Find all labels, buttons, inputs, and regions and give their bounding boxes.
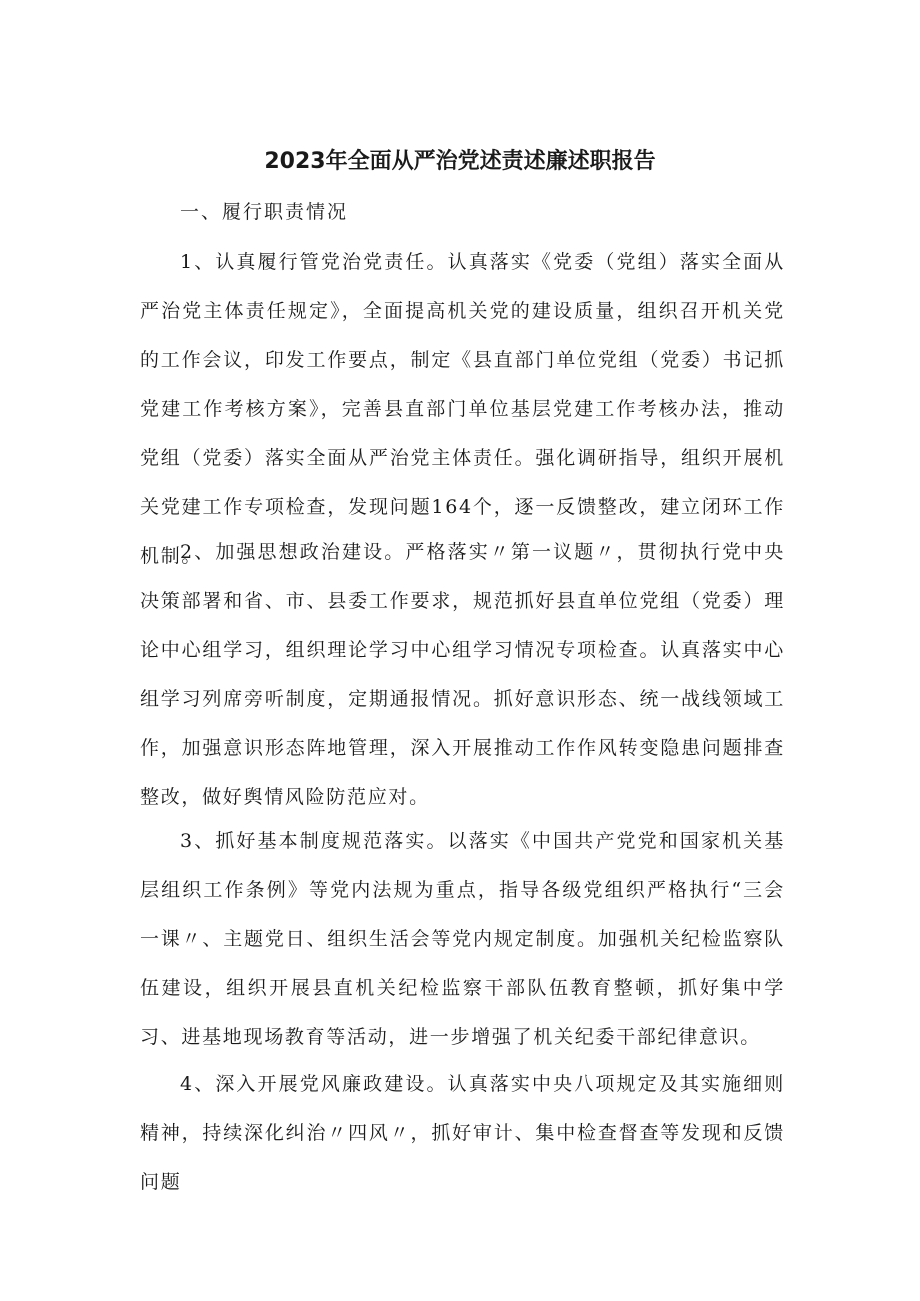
paragraph-4: 4、深入开展党风廉政建设。认真落实中央八项规定及其实施细则精神，持续深化纠治〃四风〃，抓好审计、集中检查督查等发现和反馈问题: [140, 1073, 785, 1193]
document-title: 2023年全面从严治党述责述廉述职报告: [264, 149, 656, 174]
section-heading: 一、履行职责情况: [180, 201, 349, 223]
paragraph-3: 3、抓好基本制度规范落实。以落实《中国共产党党和国家机关基层组织工作条例》等党内法规为重点，指导各级党组织严格执行“三会一课〃、主题党日、组织生活会等党内规定制度。加强机关纪检监察队伍建设，组织开展县直机关纪检监察干部队伍教育整顿，抓好集中学习、进基地现场教育等活动，进一步增强了机关纪委干部纪律意识。: [140, 830, 785, 1048]
paragraph-2: 2、加强思想政治建设。严格落实〃第一议题〃，贯彻执行党中央决策部署和省、市、县委工作要求，规范抓好县直单位党组（党委）理论中心组学习，组织理论学习中心组学习情况专项检查。认真落实中心组学习列席旁听制度，定期通报情况。抓好意识形态、统一战线领域工作，加强意识形态阵地管理，深入开展推动工作作风转变隐患问题排查整改，做好舆情风险防范应对。: [140, 541, 785, 808]
paragraph-1: 1、认真履行管党治党责任。认真落实《党委（党组）落实全面从严治党主体责任规定》，全面提高机关党的建设质量，组织召开机关党的工作会议，印发工作要点，制定《县直部门单位党组（党委）书记抓党建工作考核方案》，完善县直部门单位基层党建工作考核办法，推动党组（党委）落实全面从严治党主体责任。强化调研指导，组织开展机关党建工作专项检查，发现问题164个，逐一反馈整改，建立闭环工作机制。: [140, 251, 785, 567]
